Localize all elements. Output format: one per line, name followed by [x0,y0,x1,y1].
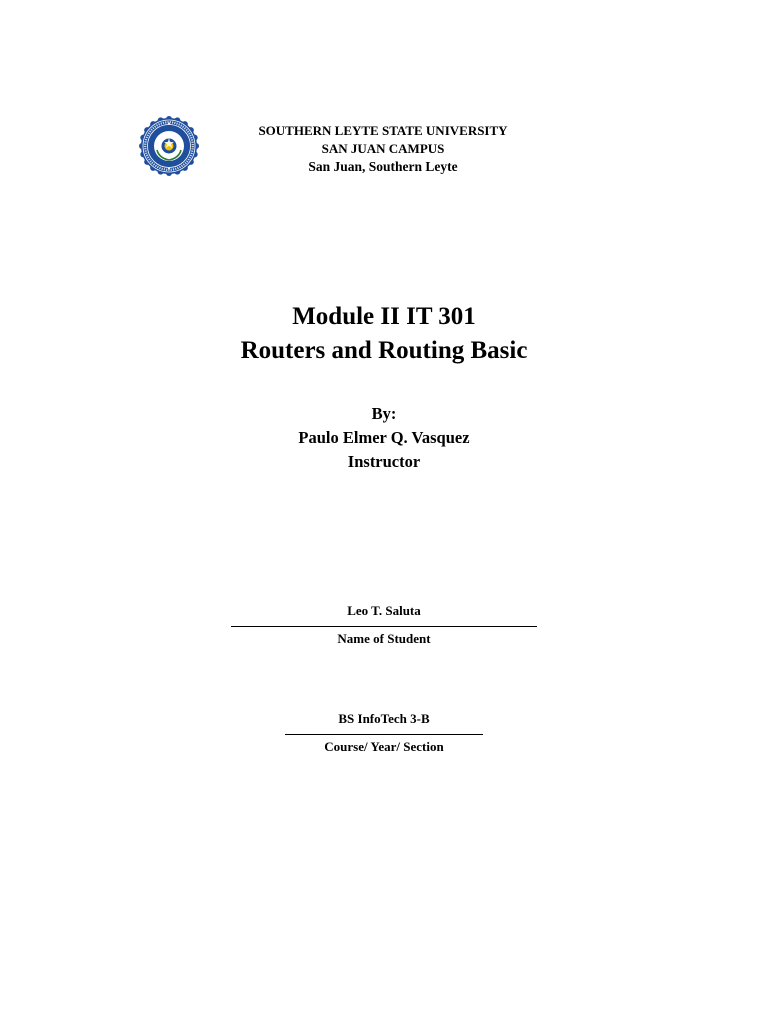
author-role: Instructor [347,452,421,471]
university-header [183,122,583,176]
module-subject: Routers and Routing Basic [240,337,528,364]
course-caption: Course/ Year/ Section [324,739,444,754]
underline-rule [285,734,483,735]
module-title [134,300,634,368]
underline-rule [231,626,537,627]
campus-name: SAN JUAN CAMPUS [321,141,445,156]
author-block [184,402,584,474]
student-name-value: Leo T. Saluta [347,603,421,618]
course-section-field [184,711,584,755]
by-label: By: [371,404,397,423]
author-name: Paulo Elmer Q. Vasquez [298,428,470,447]
course-value: BS InfoTech 3-B [338,711,430,726]
university-name: SOUTHERN LEYTE STATE UNIVERSITY [258,123,508,138]
campus-location: San Juan, Southern Leyte [308,159,458,174]
student-name-caption: Name of Student [337,631,431,646]
module-code: Module II IT 301 [292,303,476,330]
student-name-field [184,603,584,647]
